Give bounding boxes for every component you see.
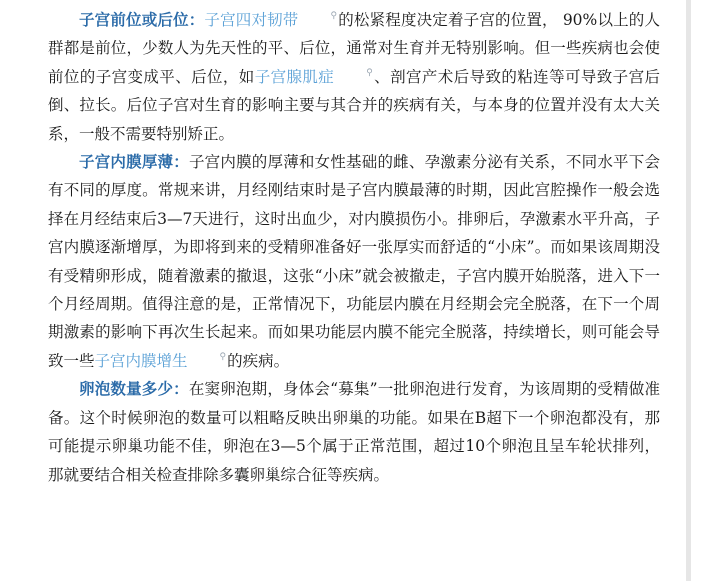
- body-text: 的松紧程度决定着子宫的位置， 90%以上的人群都是前位，少数人为先天性的平、后位，通常对生育并无特别影响。但一些疾病也会使前位的子宫变成平、后位，如: [48, 11, 660, 86]
- paragraph-uterus-position: [48, 6, 660, 148]
- search-icon: ⚲: [366, 67, 373, 78]
- paragraph-heading: 卵泡数量多少：: [79, 379, 189, 399]
- term-link-ligaments[interactable]: 子宫四对韧带: [204, 11, 299, 29]
- term-link-adenomyosis[interactable]: 子宫腺肌症: [254, 67, 335, 86]
- body-text: 的疾病。: [227, 351, 290, 370]
- body-text: 子宫内膜的厚薄和女性基础的雌、孕激素分泌有关系，不同水平下会有不同的厚度。常规来讲，月经刚结束时是子宫内膜最薄的时期，因此宫腔操作一般会选择在月经结束后3—7天进行，这时出血少，对内膜损伤小。排卵后，孕激素水平升高，子宫内膜逐渐增厚，为即将到来的受精卵准备好一张厚实而舒适的“小床”。而如果该周期没有受精卵形成，随着激素的撤退，这张“小床”就会被撤走，子宫内膜开始脱落，进入下一个月经周期。值得注意的是，正常情况下，功能层内膜在月经期会完全脱落，在下一个周期激素的影响下再次生长起来。而如果功能层内膜不能完全脱落，持续增长，则可能会导致一些: [48, 153, 660, 370]
- right-border-rule: [686, 0, 691, 581]
- search-icon: ⚲: [330, 11, 338, 21]
- paragraph-heading: 子宫内膜厚薄：: [79, 152, 189, 172]
- body-text: 在窦卵泡期，身体会“募集”一批卵泡进行发育，为该周期的受精做准备。这个时候卵泡的数量可以粗略反映出卵巢的功能。如果在B超下一个卵泡都没有，那可能提示卵巢功能不佳，卵泡在3—5个属于正常范围，超过10个卵泡且呈车轮状排列，那就要结合相关检查排除多囊卵巢综合征等疾病。: [48, 380, 660, 484]
- body-text: 、剖宫产术后导致的粘连等可导致子宫后倒、拉长。后位子宫对生育的影响主要与其合并的疾病有关，与本身的位置并没有太大关系，一般不需要特别矫正。: [48, 67, 660, 143]
- article-body: [48, 6, 660, 489]
- paragraph-follicle-count: [48, 375, 660, 489]
- paragraph-heading: 子宫前位或后位：: [79, 10, 205, 29]
- term-link-endometrial-hyperplasia[interactable]: 子宫内膜增生: [94, 351, 188, 370]
- paragraph-endometrium-thickness: [48, 148, 660, 375]
- search-icon: ⚲: [219, 351, 227, 362]
